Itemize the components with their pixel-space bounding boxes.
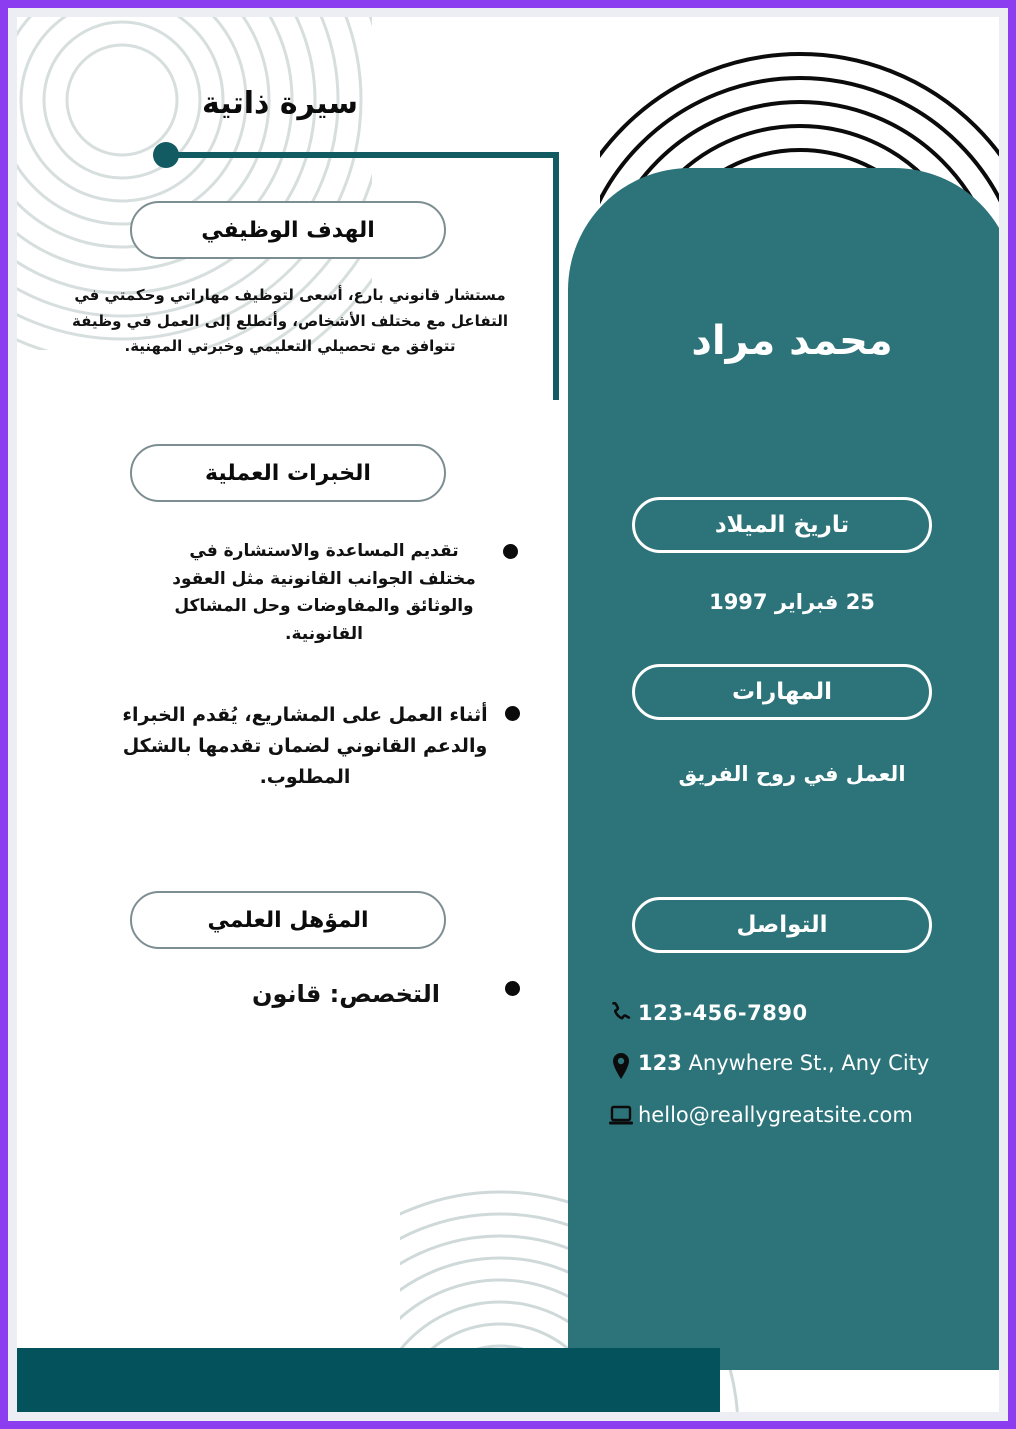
list-item xyxy=(80,700,520,792)
email-value: hello@reallygreatsite.com xyxy=(638,1103,913,1127)
list-item xyxy=(190,975,520,1014)
section-heading-contact: التواصل xyxy=(632,897,932,953)
location-pin-icon xyxy=(604,1050,638,1080)
date-of-birth-value: 25 فبراير 1997 xyxy=(709,590,875,614)
section-heading-date-of-birth: تاريخ الميلاد xyxy=(632,497,932,553)
objective-paragraph: مستشار قانوني بارع، أسعى لتوظيف مهاراتي وحكمتي في التفاعل مع مختلف الأشخاص، وأتطلع إلى العمل في وظيفة تتوافق مع تحصيلي التعليمي وخبرتي المهنية. xyxy=(71,286,509,355)
list-item xyxy=(118,538,518,648)
page-title: سيرة ذاتية xyxy=(202,86,358,121)
contact-row-email[interactable] xyxy=(604,1102,1004,1128)
phone-number: 123-456-7890 xyxy=(638,1001,808,1025)
connector-line xyxy=(152,142,566,402)
contact-row-phone[interactable] xyxy=(604,1000,1004,1028)
skill-item-1: العمل في روح الفريق xyxy=(678,762,906,786)
section-heading-skills: المهارات xyxy=(632,664,932,720)
experience-bullet-1: تقديم المساعدة والاستشارة في مختلف الجوانب القانونية مثل العقود والوثائق والمفاوضات وحل المشاكل القانونية. xyxy=(172,541,476,644)
section-heading-experience: الخبرات العملية xyxy=(130,444,446,502)
experience-bullet-2: أثناء العمل على المشاريع، يُقدم الخبراء والدعم القانوني لضمان تقدمها بالشكل المطلوب. xyxy=(122,704,488,788)
sidebar-content-column xyxy=(568,0,1016,1429)
section-heading-objective: الهدف الوظيفي xyxy=(130,201,446,259)
bullet-dot-icon xyxy=(505,981,520,996)
laptop-icon xyxy=(604,1102,638,1128)
address-number: 123 xyxy=(638,1051,682,1075)
address-rest: Anywhere St., Any City xyxy=(681,1051,930,1075)
phone-icon xyxy=(604,1000,638,1028)
connector-dot xyxy=(153,142,179,168)
education-bullet-1: التخصص: قانون xyxy=(252,980,440,1008)
section-heading-education: المؤهل العلمي xyxy=(130,891,446,949)
candidate-name: محمد مراد xyxy=(691,318,893,364)
address-value xyxy=(638,1050,929,1076)
bullet-dot-icon xyxy=(505,706,520,721)
bullet-dot-icon xyxy=(503,544,518,559)
contact-list xyxy=(604,1000,1004,1150)
contact-row-address[interactable] xyxy=(604,1050,1004,1080)
